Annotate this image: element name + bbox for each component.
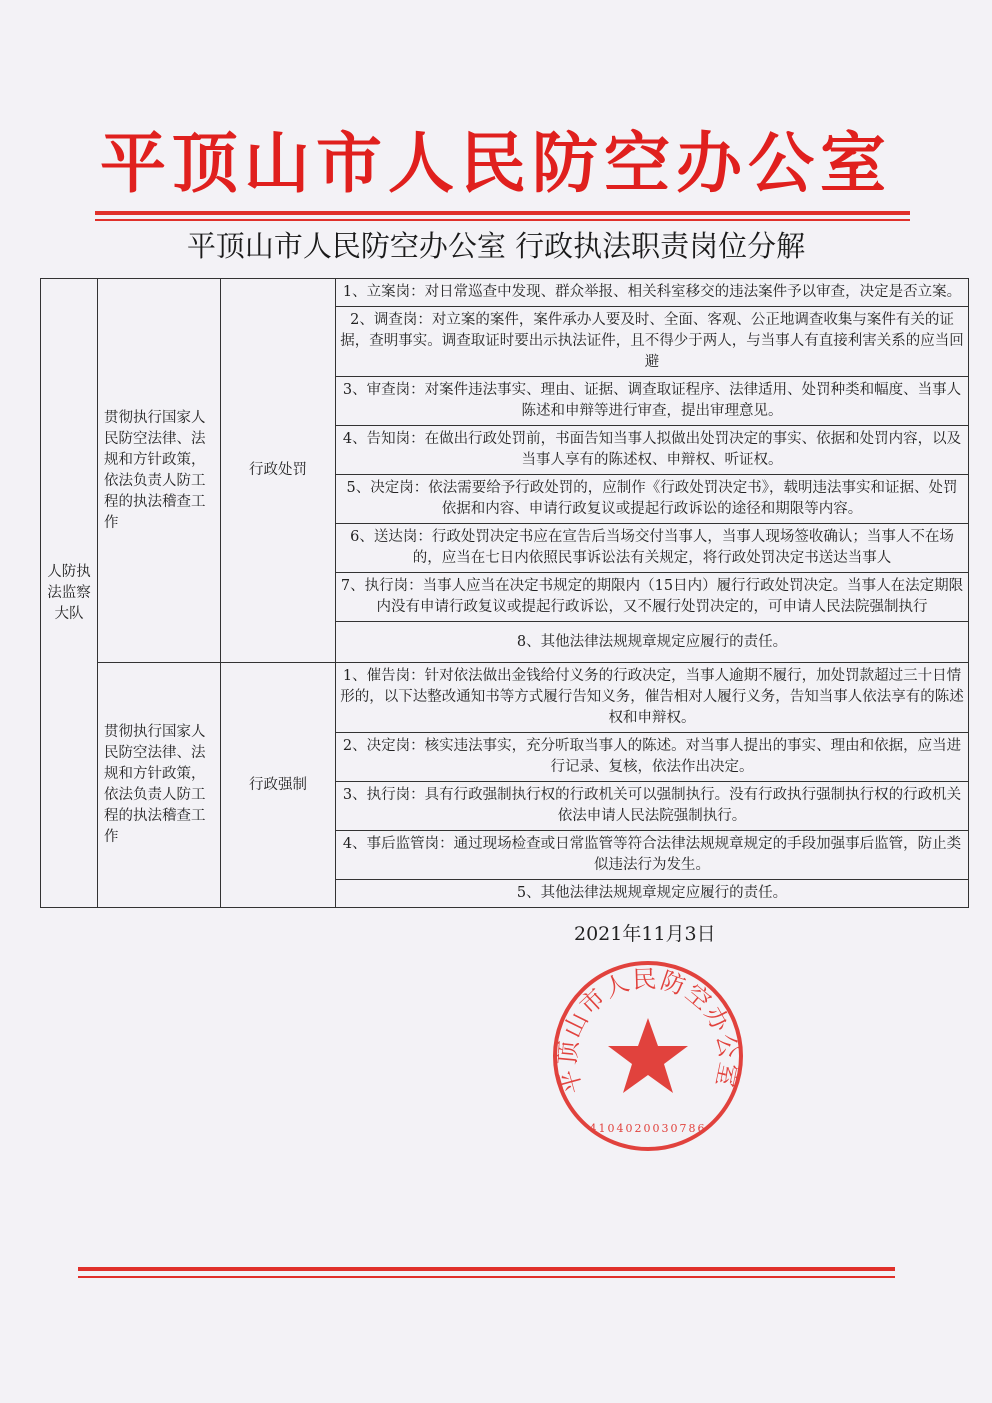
department-cell: 人防执法监察大队: [41, 279, 98, 908]
seal-text: 平顶山市人民防空办公室: [553, 965, 743, 1097]
post-item: 5、其他法律法规规章规定应履行的责任。: [336, 880, 969, 908]
post-item: 2、调查岗：对立案的案件，案件承办人要及时、全面、客观、公正地调查收集与案件有关的证据，查明事实。调查取证时要出示执法证件，且不得少于两人，与当事人有直接利害关系的应当回避: [336, 307, 969, 377]
letterhead-organization: 平顶山市人民防空办公室: [100, 124, 892, 202]
post-item: 5、决定岗：依法需要给予行政处罚的，应制作《行政处罚决定书》，载明违法事实和证据、处罚依据和内容、申请行政复议或提起行政诉讼的途径和期限等内容。: [336, 475, 969, 524]
document-title: 平顶山市人民防空办公室 行政执法职责岗位分解: [186, 229, 806, 263]
signing-date: 2021年11月3日: [574, 923, 716, 945]
post-item: 8、其他法律法规规章规定应履行的责任。: [336, 622, 969, 663]
signature-area: [40, 908, 968, 1168]
duty-table: [40, 278, 969, 908]
post-item: 4、告知岗：在做出行政处罚前，书面告知当事人拟做出处罚决定的事实、依据和处罚内容，以及当事人享有的陈述权、申辩权、听证权。: [336, 426, 969, 475]
seal-star-icon: [608, 1018, 688, 1093]
post-item: 2、决定岗：核实违法事实，充分听取当事人的陈述。对当事人提出的事实、理由和依据，应当进行记录、复核，依法作出决定。: [336, 733, 969, 782]
official-seal: [548, 956, 748, 1156]
post-item: 7、执行岗：当事人应当在决定书规定的期限内（15日内）履行行政处罚决定。当事人在法定期限内没有申请行政复议或提起行政诉讼，又不履行处罚决定的，可申请人民法院强制执行: [336, 573, 969, 622]
document-body: [40, 278, 968, 1168]
post-item: 4、事后监管岗：通过现场检查或日常监管等符合法律法规规章规定的手段加强事后监管，防止类似违法行为发生。: [336, 831, 969, 880]
category-cell: 行政处罚: [221, 279, 336, 663]
category-cell: 行政强制: [221, 663, 336, 908]
post-item: 1、催告岗：针对依法做出金钱给付义务的行政决定，当事人逾期不履行，加处罚款超过三十日情形的，以下达整改通知书等方式履行告知义务，催告相对人履行义务，告知当事人依法享有的陈述权和申辩权。: [336, 663, 969, 733]
seal-code: 4104020030786: [589, 1122, 707, 1135]
letterhead-rule-thick: [95, 211, 910, 215]
post-item: 3、执行岗：具有行政强制执行权的行政机关可以强制执行。没有行政执行强制执行权的行政机关依法申请人民法院强制执行。: [336, 782, 969, 831]
post-item: 6、送达岗：行政处罚决定书应在宣告后当场交付当事人，当事人现场签收确认；当事人不在场的，应当在七日内依照民事诉讼法有关规定，将行政处罚决定书送达当事人: [336, 524, 969, 573]
footer-rule-thin: [78, 1276, 895, 1278]
duty-cell: 贯彻执行国家人民防空法律、法规和方针政策，依法负责人防工程的执法稽查工作: [98, 663, 221, 908]
footer-rule-thick: [78, 1267, 895, 1271]
post-item: 1、立案岗：对日常巡查中发现、群众举报、相关科室移交的违法案件予以审查，决定是否立案。: [336, 279, 969, 307]
duty-cell: 贯彻执行国家人民防空法律、法规和方针政策，依法负责人防工程的执法稽查工作: [98, 279, 221, 663]
post-item: 3、审查岗：对案件违法事实、理由、证据、调查取证程序、法律适用、处罚种类和幅度、当事人陈述和申辩等进行审查，提出审理意见。: [336, 377, 969, 426]
letterhead-rule-thin: [95, 219, 910, 221]
